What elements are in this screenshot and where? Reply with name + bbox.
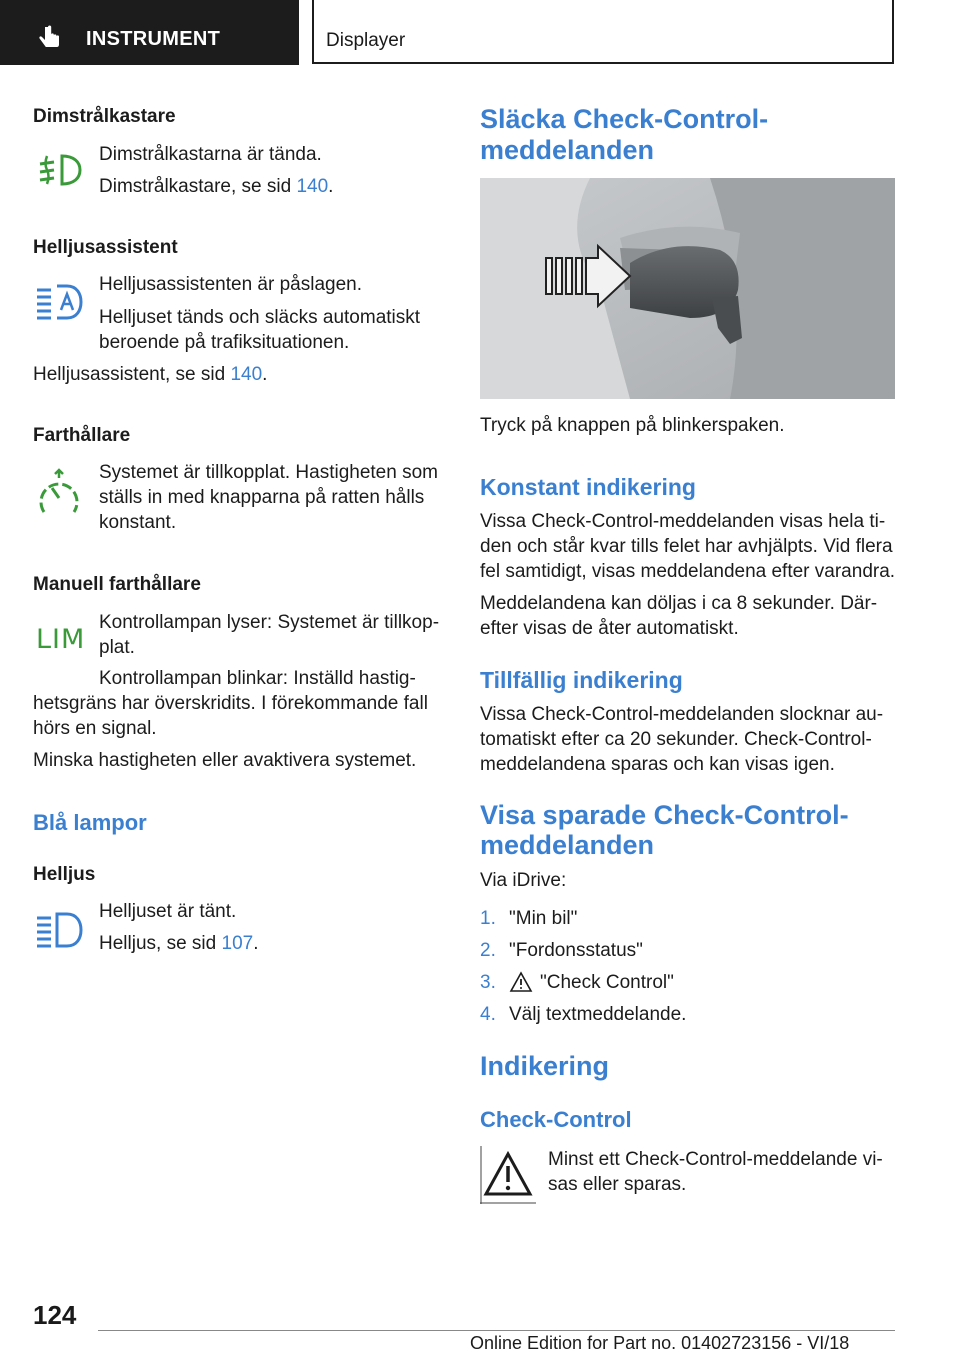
heading-blue-lamps: Blå lampor xyxy=(33,810,147,835)
cruise-desc-1: Systemet är tillkopplat. Hastigheten som xyxy=(99,462,438,483)
manual-cruise-desc-6: Minska hastigheten eller avaktivera systemet. xyxy=(33,750,417,771)
constant-text-5: efter visas de åter automatiskt. xyxy=(480,618,739,639)
heading-show-saved-2: meddelanden xyxy=(480,830,655,860)
temporary-text-3: meddelandena sparas och kan visas igen. xyxy=(480,754,835,775)
footer-edition: Online Edition for Part no. 01402723156 - VI/18 xyxy=(470,1333,850,1353)
manual-cruise-desc-3: Kontrollampan blinkar: Inställd hastig- xyxy=(99,668,416,689)
heading-temporary-indication: Tillfällig indikering xyxy=(480,667,683,693)
heading-show-saved-1: Visa sparade Check-Control- xyxy=(480,800,849,830)
manual-cruise-desc-4: hetsgräns har överskridits. I förekommande fall xyxy=(33,693,428,714)
temporary-text-1: Vissa Check-Control-meddelanden slocknar au- xyxy=(480,704,884,725)
lim-icon: LIM xyxy=(36,624,86,655)
fog-status-text: Dimstrålkastarna är tända. xyxy=(99,144,322,165)
step-number-1: 1. xyxy=(480,908,496,929)
high-beam-assist-desc-2: beroende på trafiksituationen. xyxy=(99,332,350,353)
heading-check-control: Check-Control xyxy=(480,1107,632,1132)
heading-cruise-control: Farthållare xyxy=(33,425,131,446)
fog-ref-text: Dimstrålkastare, se sid 140. xyxy=(99,176,334,197)
temporary-text-2: tomatiskt efter ca 20 sekunder. Check-Control- xyxy=(480,729,872,750)
heading-fog-lights: Dimstrålkastare xyxy=(33,106,176,127)
page-link-140-b[interactable]: 140 xyxy=(230,364,263,385)
manual-cruise-desc-5: hörs en signal. xyxy=(33,718,157,739)
photo-caption: Tryck på knappen på blinkerspaken. xyxy=(480,415,785,436)
constant-text-1: Vissa Check-Control-meddelanden visas hela ti- xyxy=(480,511,886,532)
manual-cruise-desc-1: Kontrollampan lyser: Systemet är tillkop- xyxy=(99,612,440,633)
manual-cruise-desc-2: plat. xyxy=(99,637,135,658)
heading-indication: Indikering xyxy=(480,1051,610,1081)
header-title: Displayer xyxy=(326,30,406,51)
turn-signal-lever-photo xyxy=(480,178,895,399)
high-beam-ref: Helljus, se sid 107. xyxy=(99,933,259,954)
heading-manual-cruise: Manuell farthållare xyxy=(33,574,201,595)
high-beam-assist-status: Helljusassistenten är påslagen. xyxy=(99,274,362,295)
heading-constant-indication: Konstant indikering xyxy=(480,474,696,500)
page-link-107[interactable]: 107 xyxy=(221,933,254,954)
heading-dismiss-check-control-2: meddelanden xyxy=(480,135,655,165)
heading-high-beam-assistant: Helljusassistent xyxy=(33,237,178,258)
check-control-text-1: Minst ett Check-Control-meddelande vi- xyxy=(548,1149,883,1170)
heading-dismiss-check-control-1: Släcka Check-Control- xyxy=(480,104,769,134)
cruise-control-icon xyxy=(36,468,82,518)
page-number: 124 xyxy=(33,1300,77,1330)
idrive-intro: Via iDrive: xyxy=(480,870,567,891)
hand-pointer-icon xyxy=(36,24,64,52)
high-beam-assist-ref: Helljusassistent, se sid 140. xyxy=(33,364,268,385)
footer-rule xyxy=(98,1330,895,1331)
heading-high-beam: Helljus xyxy=(33,864,96,885)
constant-text-3: fel samtidigt, visas meddelandena efter varandra. xyxy=(480,561,896,582)
header-section-label: INSTRUMENT xyxy=(86,28,221,50)
cruise-desc-2: ställs in med knapparna på ratten hålls xyxy=(99,487,425,508)
step-number-2: 2. xyxy=(480,940,496,961)
step-1[interactable]: "Min bil" xyxy=(509,908,578,929)
constant-text-4: Meddelandena kan döljas i ca 8 sekunder. Där- xyxy=(480,593,878,614)
step-3[interactable]: "Check Control" xyxy=(540,972,674,993)
page-link-140[interactable]: 140 xyxy=(296,176,329,197)
check-control-warning-icon xyxy=(480,1146,536,1204)
fog-light-icon xyxy=(36,150,86,190)
check-control-text-2: sas eller sparas. xyxy=(548,1174,687,1195)
high-beam-assist-desc-1: Helljuset tänds och släcks automatiskt xyxy=(99,307,421,328)
cruise-desc-3: konstant. xyxy=(99,512,177,533)
constant-text-2: den och står kvar tills felet har avhjälpts. Vid flera xyxy=(480,536,893,557)
high-beam-icon xyxy=(35,910,85,950)
step-4: Välj textmeddelande. xyxy=(509,1004,687,1025)
step-number-3: 3. xyxy=(480,972,496,993)
warning-triangle-icon xyxy=(509,971,533,993)
high-beam-assistant-icon xyxy=(35,282,85,322)
step-number-4: 4. xyxy=(480,1004,496,1025)
step-2[interactable]: "Fordonsstatus" xyxy=(509,940,643,961)
high-beam-status: Helljuset är tänt. xyxy=(99,901,237,922)
